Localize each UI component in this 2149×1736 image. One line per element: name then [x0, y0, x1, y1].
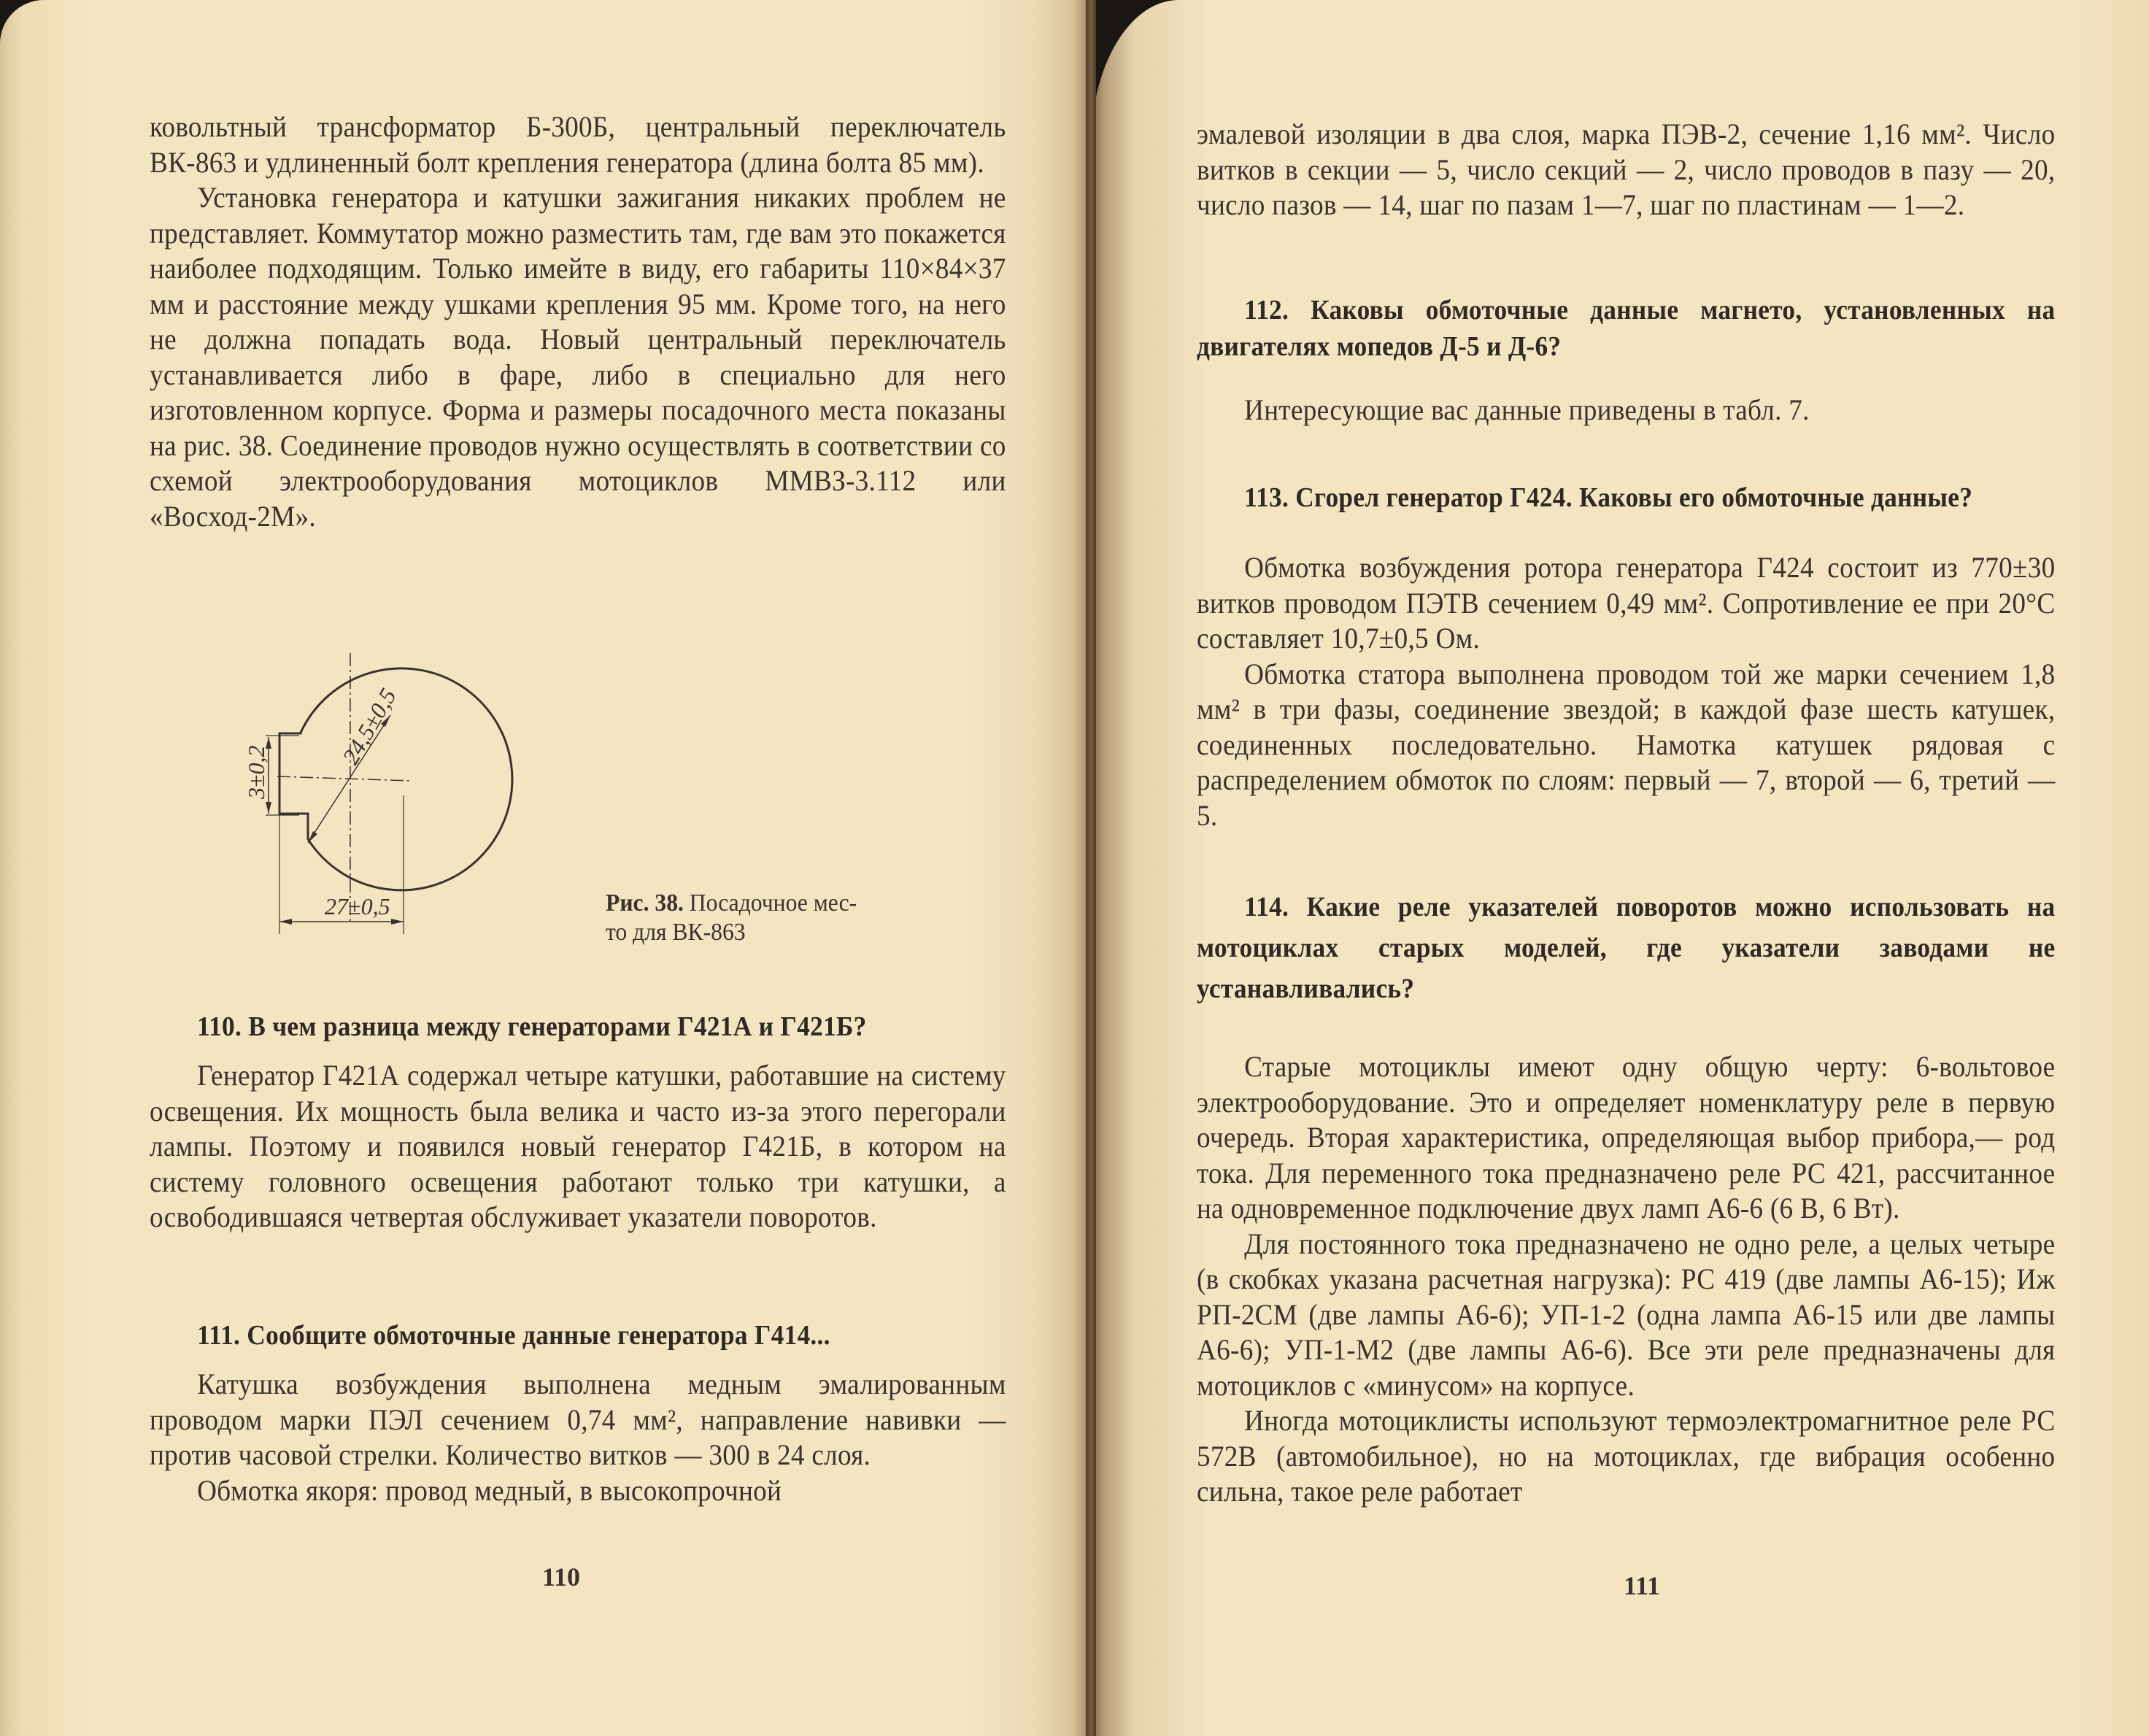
question-111	[150, 1317, 1006, 1508]
question-114-answer-1: Старые мотоциклы имеют одну общую черту: 6-вольтовое электрооборудование. Это и определяет номенклатуру реле в первую очередь. Вторая характеристика, определяющая выбор прибора,— род тока. Для переменного тока предназначено реле РС 421, рассчитанное на одновременное подключение двух ламп А6-6 (6 В, 6 Вт).	[1197, 1050, 2056, 1224]
figure-label: Рис. 38.	[606, 890, 684, 917]
question-112-heading: 112. Каковы обмоточные данные магнето, установленных на двигателях мопедов Д-5 и Д-6?	[1197, 295, 2056, 362]
question-114	[1197, 887, 2055, 1510]
right-page-continuation	[1197, 117, 2055, 223]
question-114-answer-2: Для постоянного тока предназначено не одно реле, а целых четыре (в скобках указана расчетная нагрузка): РС 419 (две лампы А6-15); Иж РП-2СМ (две лампы А6-6); УП-1-2 (одна лампа А6-15 или две лампы А6-6); УП-1-М2 (две лампы А6-6). Все эти реле предназначены для мотоциклов с «минусом» на корпусе.	[1197, 1227, 2056, 1402]
arrowhead	[308, 831, 317, 843]
caption-line-1: Посадочное мес-	[689, 890, 857, 917]
caption-line-2: то для ВК-863	[606, 919, 746, 946]
figure-38-caption	[606, 889, 891, 947]
intro-paragraph-1: ковольтный трансформатор Б-300Б, центральный переключатель ВК-863 и удлиненный болт крепления генератора (длина болта 85 мм).	[150, 110, 1006, 179]
question-111-answer-1: Катушка возбуждения выполнена медным эмалированным проводом марки ПЭЛ сечением 0,74 мм², направление навивки — против часовой стрелки. Количество витков — 300 в 24 слоя.	[150, 1367, 1006, 1471]
dim-diameter-label: 24,5±0,5	[336, 684, 401, 769]
question-114-heading: 114. Какие реле указателей поворотов можно использовать на мотоциклах старых моделей, где указатели заводами не устанавливались?	[1197, 892, 2056, 1004]
arrowhead	[266, 802, 271, 814]
question-110-answer: Генератор Г421А содержал четыре катушки, работавшие на систему освещения. Их мощность была велика и часто из-за этого перегорали лампы. Поэтому и появился новый генератор Г421Б, в котором на систему головного освещения работают только три катушки, а освободившаяся четвертая обслуживает указатели поворотов.	[150, 1059, 1006, 1233]
question-112	[1197, 292, 2055, 428]
continuation-paragraph: эмалевой изоляции в два слоя, марка ПЭВ-2, сечение 1,16 мм². Число витков в секции — 5, число секций — 2, число проводов в пазу — 20, число пазов — 14, шаг по пазам 1—7, шаг по пластинам — 1—2.	[1197, 117, 2056, 221]
arrowhead	[279, 919, 292, 925]
question-111-answer-2: Обмотка якоря: провод медный, в высокопрочной	[197, 1473, 782, 1507]
figure-38-drawing	[243, 635, 562, 941]
question-112-answer: Интересующие вас данные приведены в табл. 7.	[1244, 393, 1810, 426]
dim-width-label: 27±0,5	[325, 893, 390, 919]
question-113	[1197, 474, 2055, 833]
question-110-heading: 110. В чем разница между генераторами Г421А и Г421Б?	[197, 1011, 867, 1042]
question-110	[150, 1008, 1006, 1235]
left-page-intro	[150, 109, 1006, 534]
page-number-right: 111	[1624, 1571, 1661, 1600]
question-114-answer-3: Иногда мотоциклисты используют термоэлектромагнитное реле РС 572В (автомобильное), но на мотоциклах, где вибрация особенно сильна, такое реле работает	[1197, 1404, 2056, 1508]
book-spine	[1086, 0, 1096, 1736]
question-113-answer-1: Обмотка возбуждения ротора генератора Г424 состоит из 770±30 витков проводом ПЭТВ сечением 0,49 мм². Сопротивление ее при 20°С составляет 10,7±0,5 Ом.	[1197, 551, 2056, 655]
question-111-heading: 111. Сообщите обмоточные данные генератора Г414...	[197, 1320, 830, 1351]
right-page	[1091, 0, 2149, 1736]
question-113-heading: 113. Сгорел генератор Г424. Каковы его обмоточные данные?	[1244, 482, 1973, 513]
intro-paragraph-2: Установка генератора и катушки зажигания никаких проблем не представляет. Коммутатор можно разместить там, где вам это покажется наиболее подходящим. Только имейте в виду, его габариты 110×84×37 мм и расстояние между ушками крепления 95 мм. Кроме того, на него не должна попадать вода. Новый центральный переключатель устанавливается либо в фаре, либо в специально для него изготовленном корпусе. Форма и размеры посадочного места показаны на рис. 38. Соединение проводов нужно осуществлять в соответствии со схемой электрооборудования мотоциклов ММВЗ-3.112 или «Восход-2М».	[150, 181, 1006, 533]
dim-slot-label: 3±0,2	[243, 745, 269, 799]
mounting-seat-diagram	[243, 635, 562, 941]
page-number-left: 110	[542, 1562, 581, 1592]
horizontal-center-line	[277, 776, 411, 781]
question-113-answer-2: Обмотка статора выполнена проводом той же марки сечением 1,8 мм² в три фазы, соединение звездой; в каждой фазе шесть катушек, соединенных последовательно. Намотка катушек рядовая с распределением обмоток по слоям: первый — 7, второй — 6, третий — 5.	[1197, 657, 2056, 832]
arrowhead	[391, 919, 404, 925]
